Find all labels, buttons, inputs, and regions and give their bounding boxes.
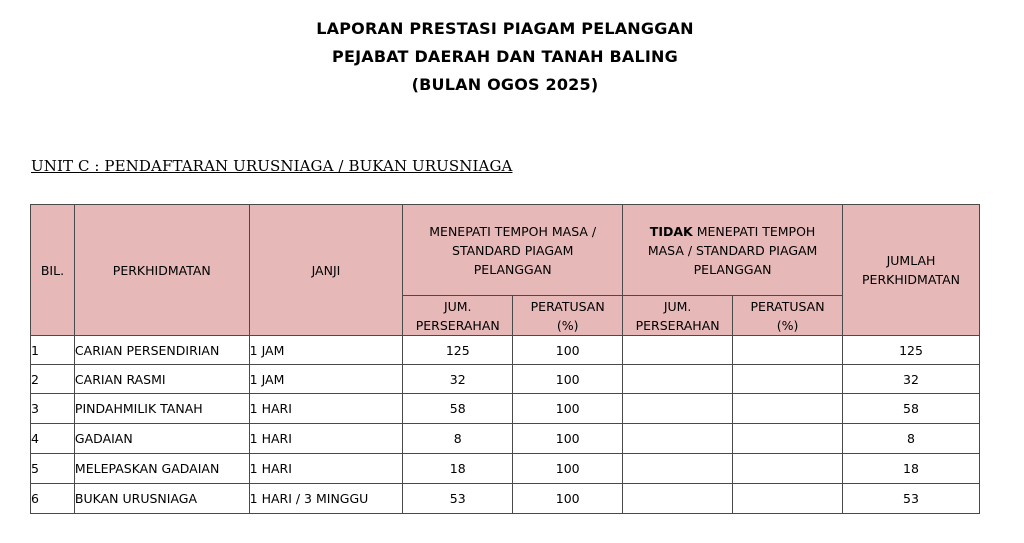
- cell-jumlah: 58: [843, 394, 980, 424]
- cell-jum-tidak: [623, 336, 733, 365]
- header-peratusan-1: PERATUSAN (%): [530, 298, 605, 333]
- cell-jum-tidak: [623, 365, 733, 394]
- title-line-1: LAPORAN PRESTASI PIAGAM PELANGGAN: [316, 19, 694, 38]
- unit-heading: UNIT C : PENDAFTARAN URUSNIAGA / BUKAN URUSNIAGA: [31, 157, 513, 175]
- cell-perkhidmatan: BUKAN URUSNIAGA: [74, 484, 249, 514]
- cell-peratus-tidak: [733, 424, 843, 454]
- cell-jumlah: 18: [843, 454, 980, 484]
- header-bil: BIL.: [31, 205, 75, 336]
- cell-jum-menepati: 32: [403, 365, 513, 394]
- header-peratusan-tidak: [733, 296, 843, 336]
- cell-peratus-tidak: [733, 484, 843, 514]
- header-jum-perserahan-1: JUM. PERSERAHAN: [415, 298, 500, 333]
- table-row: [31, 394, 980, 424]
- header-janji: JANJI: [249, 205, 403, 336]
- cell-peratus-menepati: 100: [513, 484, 623, 514]
- cell-bil: 6: [31, 484, 75, 514]
- header-jum-perserahan-2: JUM. PERSERAHAN: [635, 298, 720, 333]
- cell-peratus-menepati: 100: [513, 365, 623, 394]
- cell-jumlah: 53: [843, 484, 980, 514]
- cell-peratus-menepati: 100: [513, 454, 623, 484]
- header-tidak-menepati: [623, 205, 843, 296]
- cell-peratus-menepati: 100: [513, 424, 623, 454]
- cell-peratus-tidak: [733, 365, 843, 394]
- cell-perkhidmatan: CARIAN PERSENDIRIAN: [74, 336, 249, 365]
- header-jum-perserahan-menepati: [403, 296, 513, 336]
- cell-peratus-tidak: [733, 454, 843, 484]
- table-row: [31, 336, 980, 365]
- cell-jum-menepati: 18: [403, 454, 513, 484]
- cell-jum-menepati: 58: [403, 394, 513, 424]
- cell-peratus-menepati: 100: [513, 394, 623, 424]
- cell-janji: 1 JAM: [249, 365, 403, 394]
- cell-bil: 4: [31, 424, 75, 454]
- header-menepati-text: MENEPATI TEMPOH MASA / STANDARD PIAGAM PELANGGAN: [429, 223, 597, 277]
- header-jum-perserahan-tidak: [623, 296, 733, 336]
- cell-jum-tidak: [623, 394, 733, 424]
- cell-janji: 1 HARI: [249, 454, 403, 484]
- header-peratusan-2: PERATUSAN (%): [750, 298, 825, 333]
- cell-perkhidmatan: GADAIAN: [74, 424, 249, 454]
- cell-perkhidmatan: MELEPASKAN GADAIAN: [74, 454, 249, 484]
- cell-jum-tidak: [623, 484, 733, 514]
- cell-peratus-tidak: [733, 336, 843, 365]
- table-row: [31, 365, 980, 394]
- cell-jumlah: 32: [843, 365, 980, 394]
- report-table: [30, 204, 980, 514]
- cell-jum-tidak: [623, 454, 733, 484]
- cell-jum-menepati: 125: [403, 336, 513, 365]
- cell-janji: 1 HARI: [249, 394, 403, 424]
- header-menepati: [403, 205, 623, 296]
- header-jumlah-text: JUMLAH PERKHIDMATAN: [862, 253, 960, 287]
- cell-bil: 2: [31, 365, 75, 394]
- table-row: [31, 424, 980, 454]
- cell-bil: 5: [31, 454, 75, 484]
- header-tidak-rest: MENEPATI TEMPOH MASA / STANDARD PIAGAM PELANGGAN: [647, 223, 818, 277]
- cell-janji: 1 JAM: [249, 336, 403, 365]
- cell-perkhidmatan: CARIAN RASMI: [74, 365, 249, 394]
- cell-peratus-tidak: [733, 394, 843, 424]
- table-row: [31, 454, 980, 484]
- cell-jum-menepati: 53: [403, 484, 513, 514]
- header-peratusan-menepati: [513, 296, 623, 336]
- title-line-2: PEJABAT DAERAH DAN TANAH BALING: [332, 47, 678, 66]
- cell-janji: 1 HARI: [249, 424, 403, 454]
- cell-perkhidmatan: PINDAHMILIK TANAH: [74, 394, 249, 424]
- cell-jumlah: 8: [843, 424, 980, 454]
- header-tidak-bold: TIDAK: [649, 223, 693, 239]
- table-row: [31, 484, 980, 514]
- cell-jum-tidak: [623, 424, 733, 454]
- report-title: [0, 15, 1010, 99]
- cell-jum-menepati: 8: [403, 424, 513, 454]
- cell-bil: 3: [31, 394, 75, 424]
- header-jumlah: [843, 205, 980, 336]
- header-perkhidmatan: PERKHIDMATAN: [74, 205, 249, 336]
- cell-peratus-menepati: 100: [513, 336, 623, 365]
- title-line-3: (BULAN OGOS 2025): [411, 75, 599, 94]
- cell-bil: 1: [31, 336, 75, 365]
- cell-janji: 1 HARI / 3 MINGGU: [249, 484, 403, 514]
- cell-jumlah: 125: [843, 336, 980, 365]
